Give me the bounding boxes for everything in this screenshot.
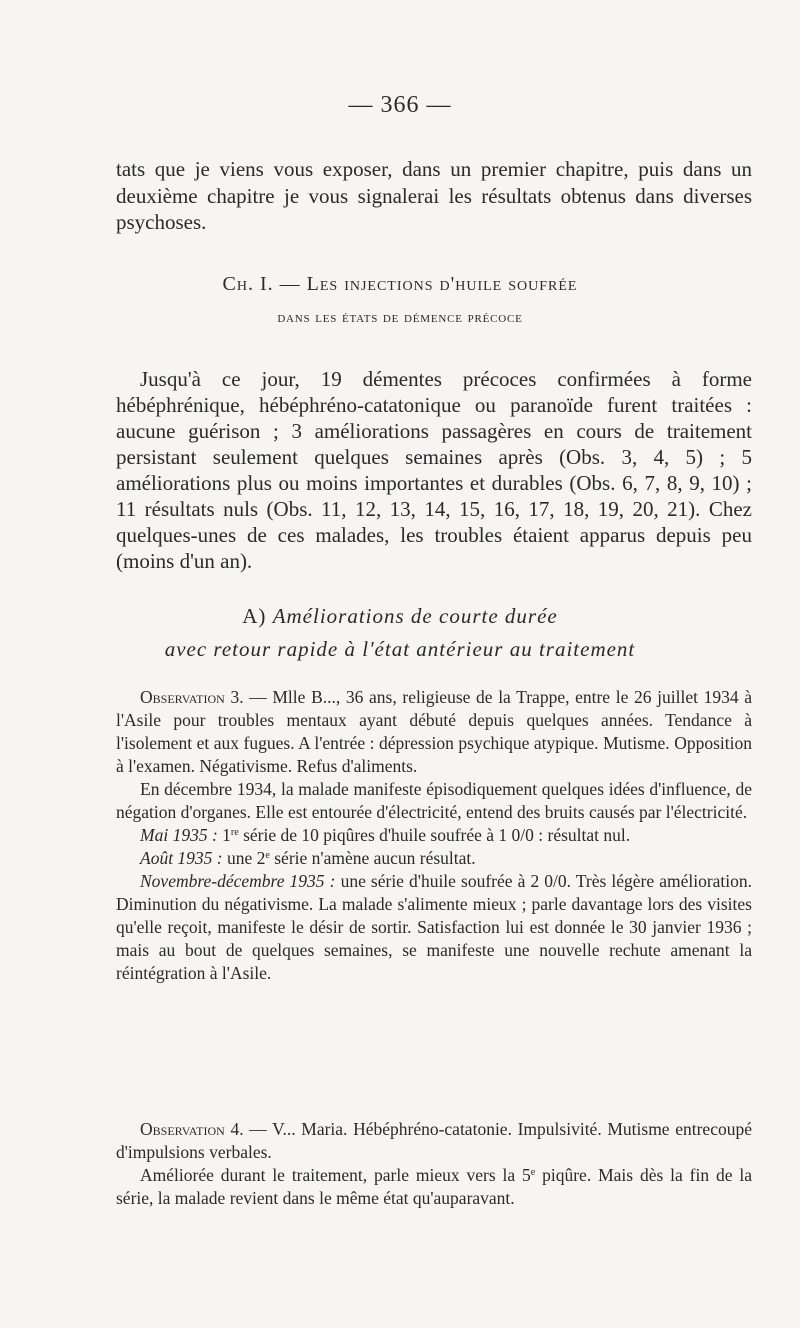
obs3-paragraph-5 (116, 870, 752, 985)
summary-text: Jusqu'à ce jour, 19 démentes précoces confirmées à forme hébéphrénique, hébéphréno-catatonique ou paranoïde furent traitées : aucune guérison ; 3 améliorations passagères en cours de traitement persistant seulement quelques semaines après (Obs. 3, 4, 5) ; 5 améliorations plus ou moins importantes et durables (Obs. 6, 7, 8, 9, 10) ; 11 résultats nuls (Obs. 11, 12, 13, 14, 15, 16, 17, 18, 19, 20, 21). Chez quelques-unes de ces malades, les troubles étaient apparus depuis peu (moins d'un an). (116, 367, 752, 573)
section-title-text: Améliorations de courte durée (272, 604, 558, 628)
obs4-label: Observation 4. (140, 1119, 244, 1139)
obs3-text: — Mlle B..., 36 ans, religieuse de la Trappe, entre le 26 juillet 1934 à l'Asile pour troubles mentaux ayant débuté depuis quelques années. Tendance à l'isolement et aux fugues. A l'entrée : dépression psychique atypique. Mutisme. Opposition à l'examen. Négativisme. Refus d'aliments. (116, 687, 753, 776)
obs4-text: — V... Maria. Hébéphréno-catatonie. Impulsivité. Mutisme entrecoupé d'impulsions verbales. (116, 1119, 752, 1162)
obs3-sup-2: e (265, 850, 270, 861)
obs4-sup: e (530, 1167, 536, 1178)
summary-paragraph (116, 366, 752, 574)
obs4-paragraph-1 (116, 1118, 752, 1164)
obs3-date-november: Novembre-décembre 1935 : (140, 871, 336, 891)
obs3-november-text: une série d'huile soufrée à 2 0/0. Très légère amélioration. Diminution du négativisme. La malade s'alimente mieux ; parle davantage lors des visites qu'elle reçoit, manifeste le désir de sortir. Satisfaction lui est donnée le 30 janvier 1936 ; mais au bout de quelques semaines, se manifeste une nouvelle rechute amenant la réintégration à l'Asile. (116, 871, 753, 983)
section-title (0, 604, 800, 629)
obs4-paragraph-2 (116, 1164, 752, 1210)
obs4-text-a: Améliorée durant le traitement, parle mieux vers la 5 (140, 1165, 531, 1185)
chapter-heading: Ch. I. — Les injections d'huile soufrée (222, 273, 578, 295)
obs3-paragraph-3 (116, 824, 752, 847)
obs3-may-text: série de 10 piqûres d'huile soufrée à 1 0/0 : résultat nul. (243, 825, 631, 845)
obs3-sup-1: re (230, 827, 239, 838)
intro-text: tats que je viens vous exposer, dans un premier chapitre, puis dans un deuxième chapitre je vous signalerai les résultats obtenus dans diverses psychoses. (116, 157, 752, 234)
chapter-subheading: dans les états de démence précoce (277, 309, 523, 326)
section-subtitle: avec retour rapide à l'état antérieur au traitement (164, 637, 636, 661)
obs3-ordinal-1: 1 (222, 825, 231, 845)
obs3-paragraph-4 (116, 847, 752, 870)
obs4-text-b: piqûre. Mais dès la fin de la série, la malade revient dans le même état qu'auparavant. (116, 1165, 752, 1208)
page-number: — 366 — (348, 92, 452, 118)
obs3-paragraph-2: En décembre 1934, la malade manifeste épisodiquement quelques idées d'influence, de négation d'organes. Elle est entourée d'électricité, entend des bruits causés par l'électricité. (116, 779, 752, 822)
obs3-paragraph-1 (116, 686, 752, 778)
obs3-date-august: Août 1935 : (140, 848, 223, 868)
obs3-ordinal-2: une 2 (227, 848, 266, 868)
obs3-date-may: Mai 1935 : (140, 825, 218, 845)
obs3-label: Observation 3. (140, 687, 244, 707)
intro-paragraph (116, 156, 752, 236)
observation-4 (116, 1118, 752, 1210)
obs3-august-text: série n'amène aucun résultat. (274, 848, 476, 868)
section-letter: A) (242, 604, 267, 628)
observation-3 (116, 686, 752, 985)
